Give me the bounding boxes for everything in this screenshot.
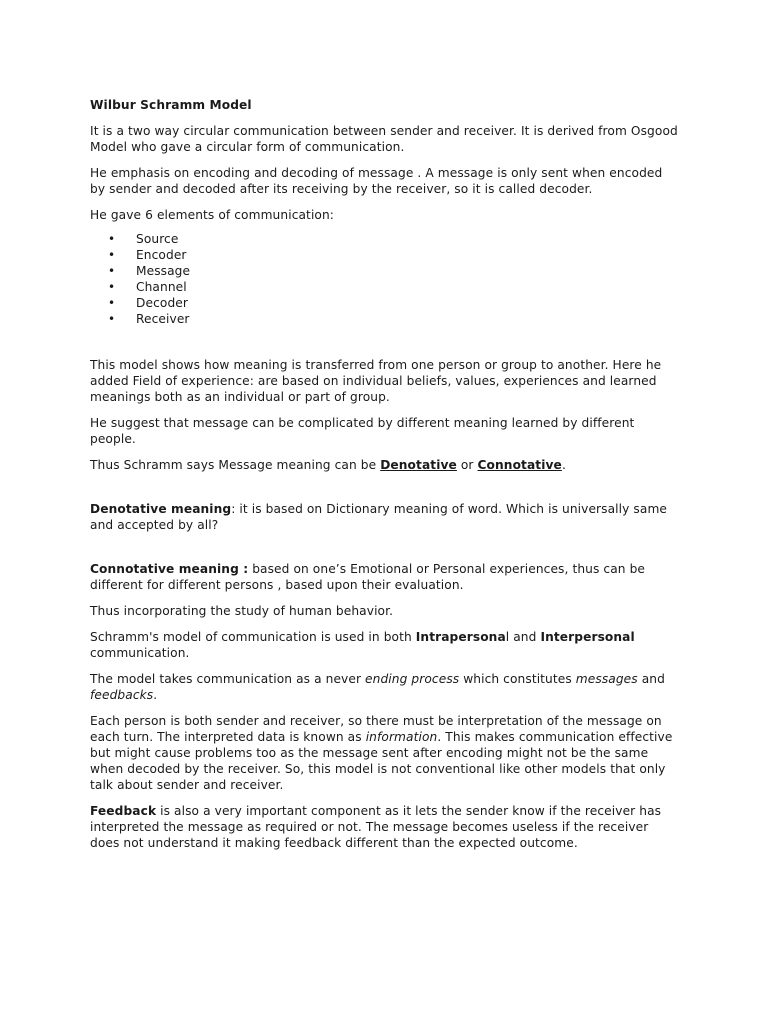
list-item: • Encoder bbox=[90, 247, 680, 263]
paragraph-feedback: Feedback is also a very important component as it lets the sender know if the receiver has interpreted the message as required or not. The message becomes useless if the receiver does not understand it making feedback different than the expected outcome. bbox=[90, 804, 662, 850]
paragraph-encoding: He emphasis on encoding and decoding of message . A message is only sent when encoded by sender and decoded after its receiving by the receiver, so it is called decoder. bbox=[90, 166, 663, 196]
interpersonal-term: Interpersonal bbox=[540, 630, 635, 644]
denotative-heading: Denotative meaning bbox=[90, 502, 232, 516]
elements-list bbox=[90, 231, 680, 327]
list-item: • Channel bbox=[90, 279, 680, 295]
list-item: • Source bbox=[90, 231, 680, 247]
paragraph-intra-inter: Schramm's model of communication is used in both Intrapersonal and Interpersonal communication. bbox=[90, 630, 635, 660]
paragraph-interpretation: Each person is both sender and receiver, so there must be interpretation of the message on each turn. The interpreted data is known as information. This makes communication effective but might cause problems too as the message sent after encoding might not be the same when decoded by the receiver. So, this model is not conventional like other models that only talk about sender and receiver. bbox=[90, 714, 673, 792]
list-item: • Message bbox=[90, 263, 680, 279]
spacer bbox=[90, 483, 680, 501]
paragraph-never-ending: The model takes communication as a never ending process which constitutes messages and feedbacks. bbox=[90, 672, 665, 702]
paragraph-field-of-experience: This model shows how meaning is transferred from one person or group to another. Here he added Field of experience: are based on individual beliefs, values, experiences and learned meanings both as an individual or part of group. bbox=[90, 358, 662, 404]
document-page bbox=[90, 97, 680, 861]
connotative-heading: Connotative meaning : bbox=[90, 562, 249, 576]
intrapersonal-term: Intrapersona bbox=[415, 630, 506, 644]
paragraph-denotative: Denotative meaning: it is based on Dictionary meaning of word. Which is universally same and accepted by all? bbox=[90, 502, 668, 532]
paragraph-complicated-message: He suggest that message can be complicated by different meaning learned by different people. bbox=[90, 416, 635, 446]
denotative-term: Denotative bbox=[380, 458, 457, 472]
paragraph-human-behavior: Thus incorporating the study of human behavior. bbox=[90, 604, 394, 618]
list-item: • Receiver bbox=[90, 311, 680, 327]
paragraph-meaning-types: Thus Schramm says Message meaning can be Denotative or Connotative. bbox=[90, 458, 566, 472]
paragraph-connotative: Connotative meaning : based on one’s Emotional or Personal experiences, thus can be different for different persons , based upon their evaluation. bbox=[90, 562, 646, 592]
list-item: • Decoder bbox=[90, 295, 680, 311]
document-title: Wilbur Schramm Model bbox=[90, 98, 252, 112]
spacer bbox=[90, 543, 680, 561]
paragraph-definition: It is a two way circular communication between sender and receiver. It is derived from Osgood Model who gave a circular form of communication. bbox=[90, 124, 678, 154]
connotative-term: Connotative bbox=[477, 458, 562, 472]
paragraph-elements-intro: He gave 6 elements of communication: bbox=[90, 208, 335, 222]
feedback-term: Feedback bbox=[90, 804, 157, 818]
spacer bbox=[90, 337, 680, 357]
